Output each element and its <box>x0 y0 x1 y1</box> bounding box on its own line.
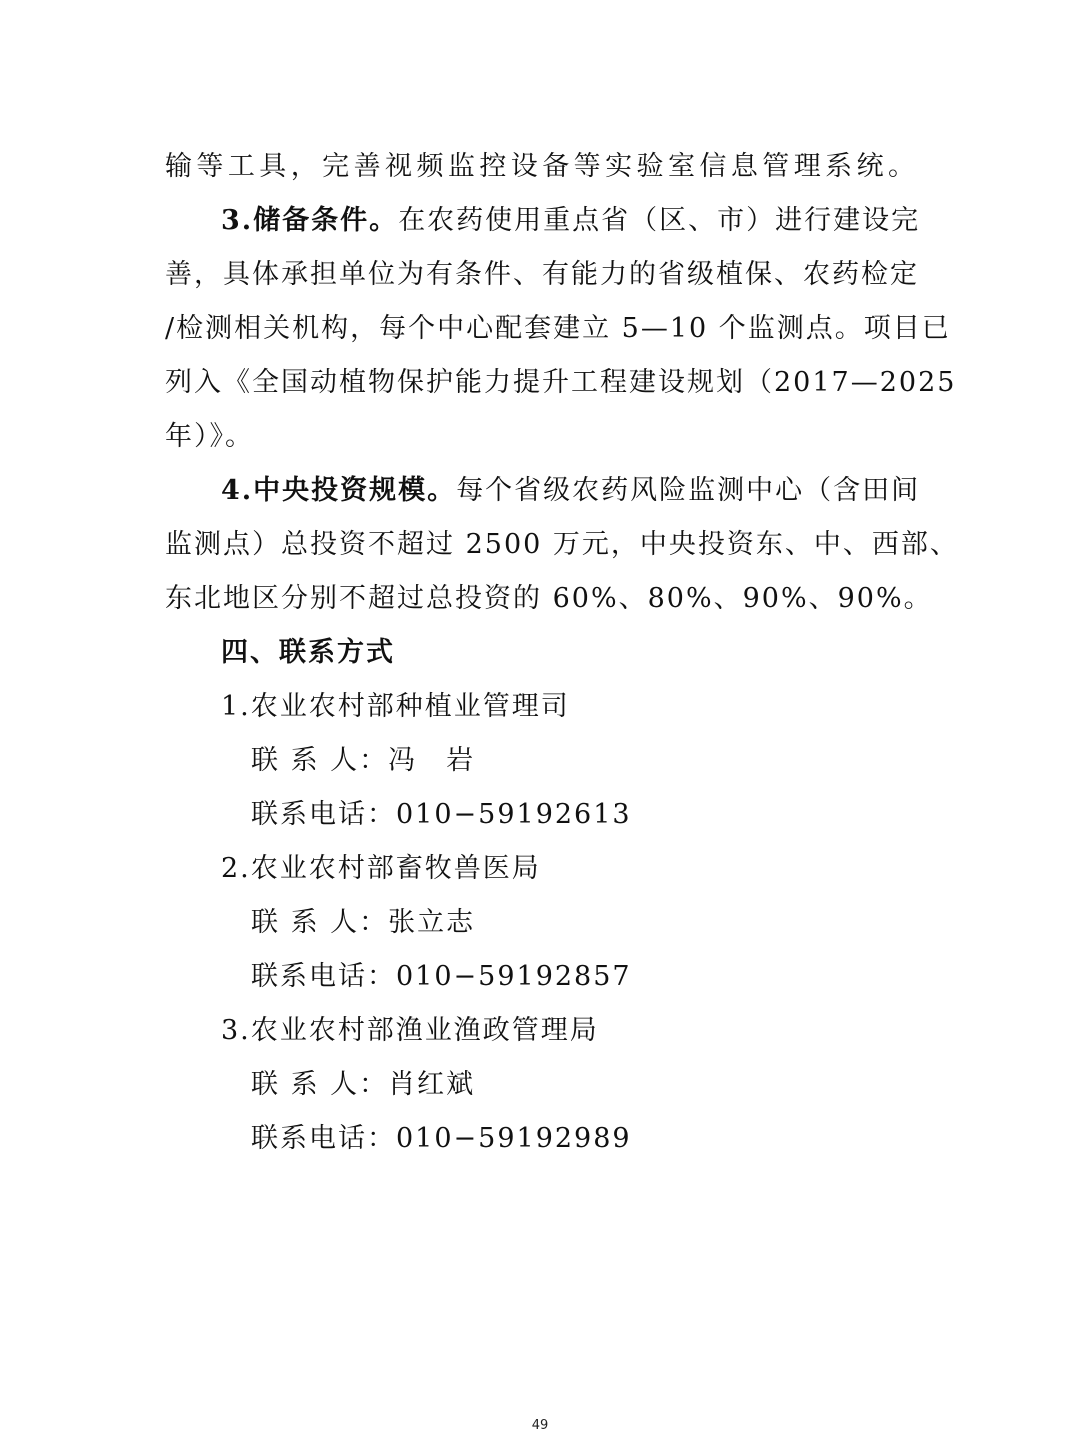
paragraph-text: 输等工具，完善视频监控设备等实验室信息管理系统。 <box>165 151 917 182</box>
item3-line-2 <box>165 248 917 302</box>
paragraph-text: 列入《全国动植物保护能力提升工程建设规划（2017—2025 <box>165 367 957 398</box>
item3-line-1 <box>165 194 921 248</box>
contact-phone-number: 010−59192857 <box>396 961 632 992</box>
item3-line-4 <box>165 356 957 410</box>
item4-heading: 4.中央投资规模。 <box>221 475 457 506</box>
contact-phone-label: 联系电话： <box>251 961 396 992</box>
item3-heading: 3.储备条件。 <box>221 205 399 236</box>
contact-person-name: 张立志 <box>388 907 476 938</box>
contact-phone-number: 010−59192613 <box>396 799 632 830</box>
section-title: 四、联系方式 <box>221 637 395 668</box>
item4-line-1 <box>165 464 921 518</box>
item4-line-2 <box>165 518 959 572</box>
paragraph-text: 每个省级农药风险监测中心（含田间 <box>456 475 921 506</box>
item3-line-5 <box>165 410 917 464</box>
contact-person-label: 联 系 人： <box>251 745 389 776</box>
contact-phone-row-2 <box>165 950 917 1004</box>
contact-person-name: 冯 岩 <box>388 745 476 776</box>
continuation-line <box>165 140 917 194</box>
contact-person-label: 联 系 人： <box>251 1069 389 1100</box>
contact-person-row-2 <box>165 896 917 950</box>
page-body <box>165 140 959 1166</box>
contact-person-row-3 <box>165 1058 917 1112</box>
paragraph-text: 善，具体承担单位为有条件、有能力的省级植保、农药检定 <box>165 259 919 290</box>
paragraph-text: 年）》。 <box>165 421 254 452</box>
paragraph-text: /检测相关机构，每个中心配套建立 5—10 个监测点。项目已 <box>165 313 951 344</box>
contact-person-label: 联 系 人： <box>251 907 389 938</box>
contact-phone-label: 联系电话： <box>251 799 396 830</box>
paragraph-text: 在农药使用重点省（区、市）进行建设完 <box>398 205 921 236</box>
page-number: 49 <box>531 1418 549 1433</box>
contact-phone-row-3 <box>165 1112 917 1166</box>
contact-person-name: 肖红斌 <box>388 1069 476 1100</box>
item4-line-3 <box>165 572 933 626</box>
contact-dept-1: 1.农业农村部种植业管理司 <box>221 691 570 722</box>
item3-line-3 <box>165 302 951 356</box>
contact-dept-3: 3.农业农村部渔业渔政管理局 <box>221 1015 599 1046</box>
contact-phone-number: 010−59192989 <box>396 1123 632 1154</box>
contact-phone-row-1 <box>165 788 917 842</box>
contact-dept-2: 2.农业农村部畜牧兽医局 <box>221 853 541 884</box>
paragraph-text: 监测点）总投资不超过 2500 万元，中央投资东、中、西部、 <box>165 529 959 560</box>
contact-person-row-1 <box>165 734 917 788</box>
contact-phone-label: 联系电话： <box>251 1123 396 1154</box>
paragraph-text: 东北地区分别不超过总投资的 60%、80%、90%、90%。 <box>165 583 933 614</box>
